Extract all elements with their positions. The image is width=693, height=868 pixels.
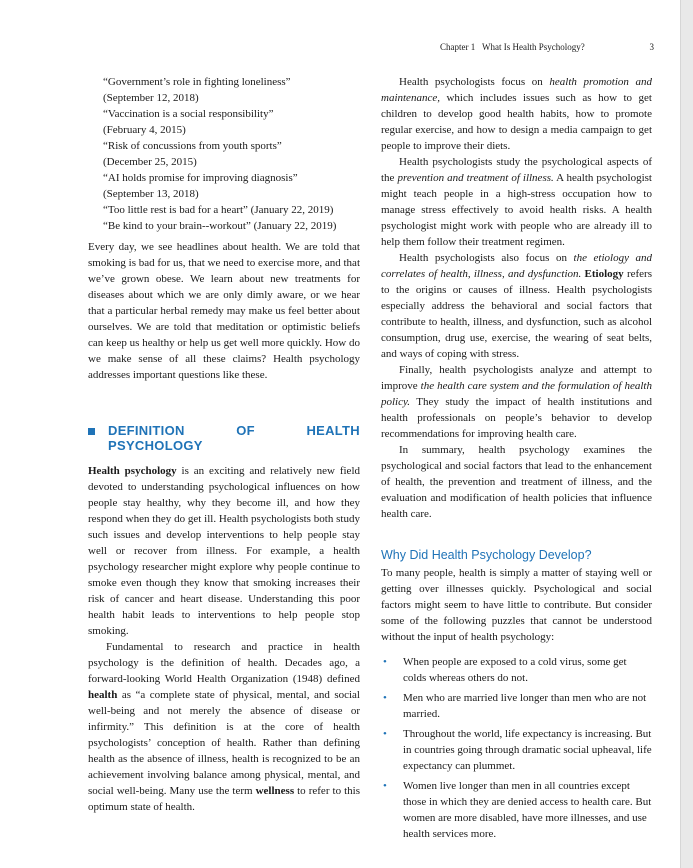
bullet-icon: • [383, 780, 387, 792]
key-term: wellness [255, 785, 295, 797]
bullet-icon: • [383, 656, 387, 668]
list-item: • Throughout the world, life expectancy is increasing. But in countries going through dramatic social upheaval, life expectancy can plummet. [383, 728, 652, 772]
headline-item: “Be kind to your brain--workout” (January 22, 2019) [103, 220, 337, 232]
who-paragraph: Fundamental to research and practice in health psychology is the definition of health. Decades ago, a forward-looking World Health Organization (1948) defined health as “a complete state of physical, mental, and social well-being and not merely the absence of disease or infirmity.” This definition is at the core of health psychologists’ conception of health. Rather than defining health as the absence of illness, health is recognized to be an achievement involving balance among physical, mental, and social well-being. Many use the term wellness to refer to this optimum state of health. [88, 641, 360, 813]
headline-item: “Government’s role in fighting loneliness” (September 12, 2018) [103, 76, 291, 104]
definition-paragraph: Health psychology is an exciting and relatively new field devoted to understanding psychological influences on how people stay healthy, why they become ill, and how they respond when they do get ill. Health psychologists both study such issues and develop interventions to help people stay well or recover from illness. For example, a health psychology researcher might explore why people continue to smoke even though they know that smoking increases their risk of cancer and heart disease. Understanding this poor health habit leads to interventions to help people stop smoking. [88, 465, 360, 637]
policy-paragraph: Finally, health psychologists analyze and attempt to improve the health care system and the formulation of health policy. They study the impact of health institutions and health professionals on people’s behavior to develop recommendations for improving health care. [381, 364, 652, 440]
promotion-paragraph: Health psychologists focus on health promotion and maintenance, which includes issues such as how to get children to develop good health habits, how to promote regular exercise, and how to design a media campaign to get people to improve their diets. [381, 76, 652, 152]
headline-item: “Vaccination is a social responsibility” (February 4, 2015) [103, 108, 274, 136]
list-item: • Women live longer than men in all countries except those in which they are denied access to health care. But women are more disabled, have more illnesses, and use health services more. [383, 780, 652, 840]
puzzle-list [381, 654, 652, 842]
running-head [440, 42, 654, 52]
headline-item: “Too little rest is bad for a heart” (January 22, 2019) [103, 204, 334, 216]
left-column [88, 74, 360, 815]
section-title: DEFINITION OF HEALTH PSYCHOLOGY [108, 423, 360, 453]
headline-list [88, 74, 360, 234]
chapter-label: Chapter 1 What Is Health Psychology? [440, 42, 585, 52]
puzzles-paragraph: To many people, health is simply a matter of staying well or getting over illnesses quickly. Psychological and social factors might seem to have little to contribute. But consider some of the following puzzles that cannot be understood without the input of health psychology: [381, 567, 652, 643]
right-column [381, 74, 652, 846]
key-term: health [88, 689, 118, 701]
intro-paragraph: Every day, we see headlines about health. We are told that smoking is bad for us, that we need to exercise more, and that we’ve grown obese. We learn about new treatments for diseases about which we are only dimly aware, or we hear that a particular herbal remedy may make us feel better about ourselves. We are told that meditation or optimistic beliefs can keep us healthy or help us get well more quickly. How do we make sense of all these claims? Health psychology addresses important questions like these. [88, 241, 360, 381]
page-number: 3 [649, 42, 654, 52]
scroll-gutter [680, 0, 693, 868]
prevention-paragraph: Health psychologists study the psychological aspects of the prevention and treatment of illness. A health psychologist might teach people in a high-stress occupation how to manage stress effectively to avoid health risks. A health psychologist might work with people who are already ill to help them follow their treatment regimen. [381, 156, 652, 248]
subsection-title: Why Did Health Psychology Develop? [381, 548, 592, 562]
etiology-paragraph: Health psychologists also focus on the etiology and correlates of health, illness, and dysfunction. Etiology refers to the origins or causes of illness. Health psychologists especially address the behavioral and social factors that contribute to health, illness, and dysfunction, such as alcohol consumption, drug use, exercise, the wearing of seat belts, and ways of coping with stress. [381, 252, 653, 360]
headline-item: “Risk of concussions from youth sports” (December 25, 2015) [103, 140, 282, 168]
list-item: • When people are exposed to a cold virus, some get colds whereas others do not. [383, 656, 627, 684]
summary-paragraph: In summary, health psychology examines the psychological and social factors that lead to the enhancement of health, the prevention and treatment of illness, and the evaluation and modification of health policies that influence health care. [381, 444, 652, 520]
headline-item: “AI holds promise for improving diagnosis” (September 13, 2018) [103, 172, 298, 200]
key-term: Etiology [581, 268, 624, 280]
bullet-icon: • [383, 692, 387, 704]
section-heading [88, 423, 360, 453]
square-bullet-icon [88, 428, 95, 435]
bullet-icon: • [383, 728, 387, 740]
key-term: Health psychology [88, 465, 177, 477]
list-item: • Men who are married live longer than men who are not married. [383, 692, 647, 720]
